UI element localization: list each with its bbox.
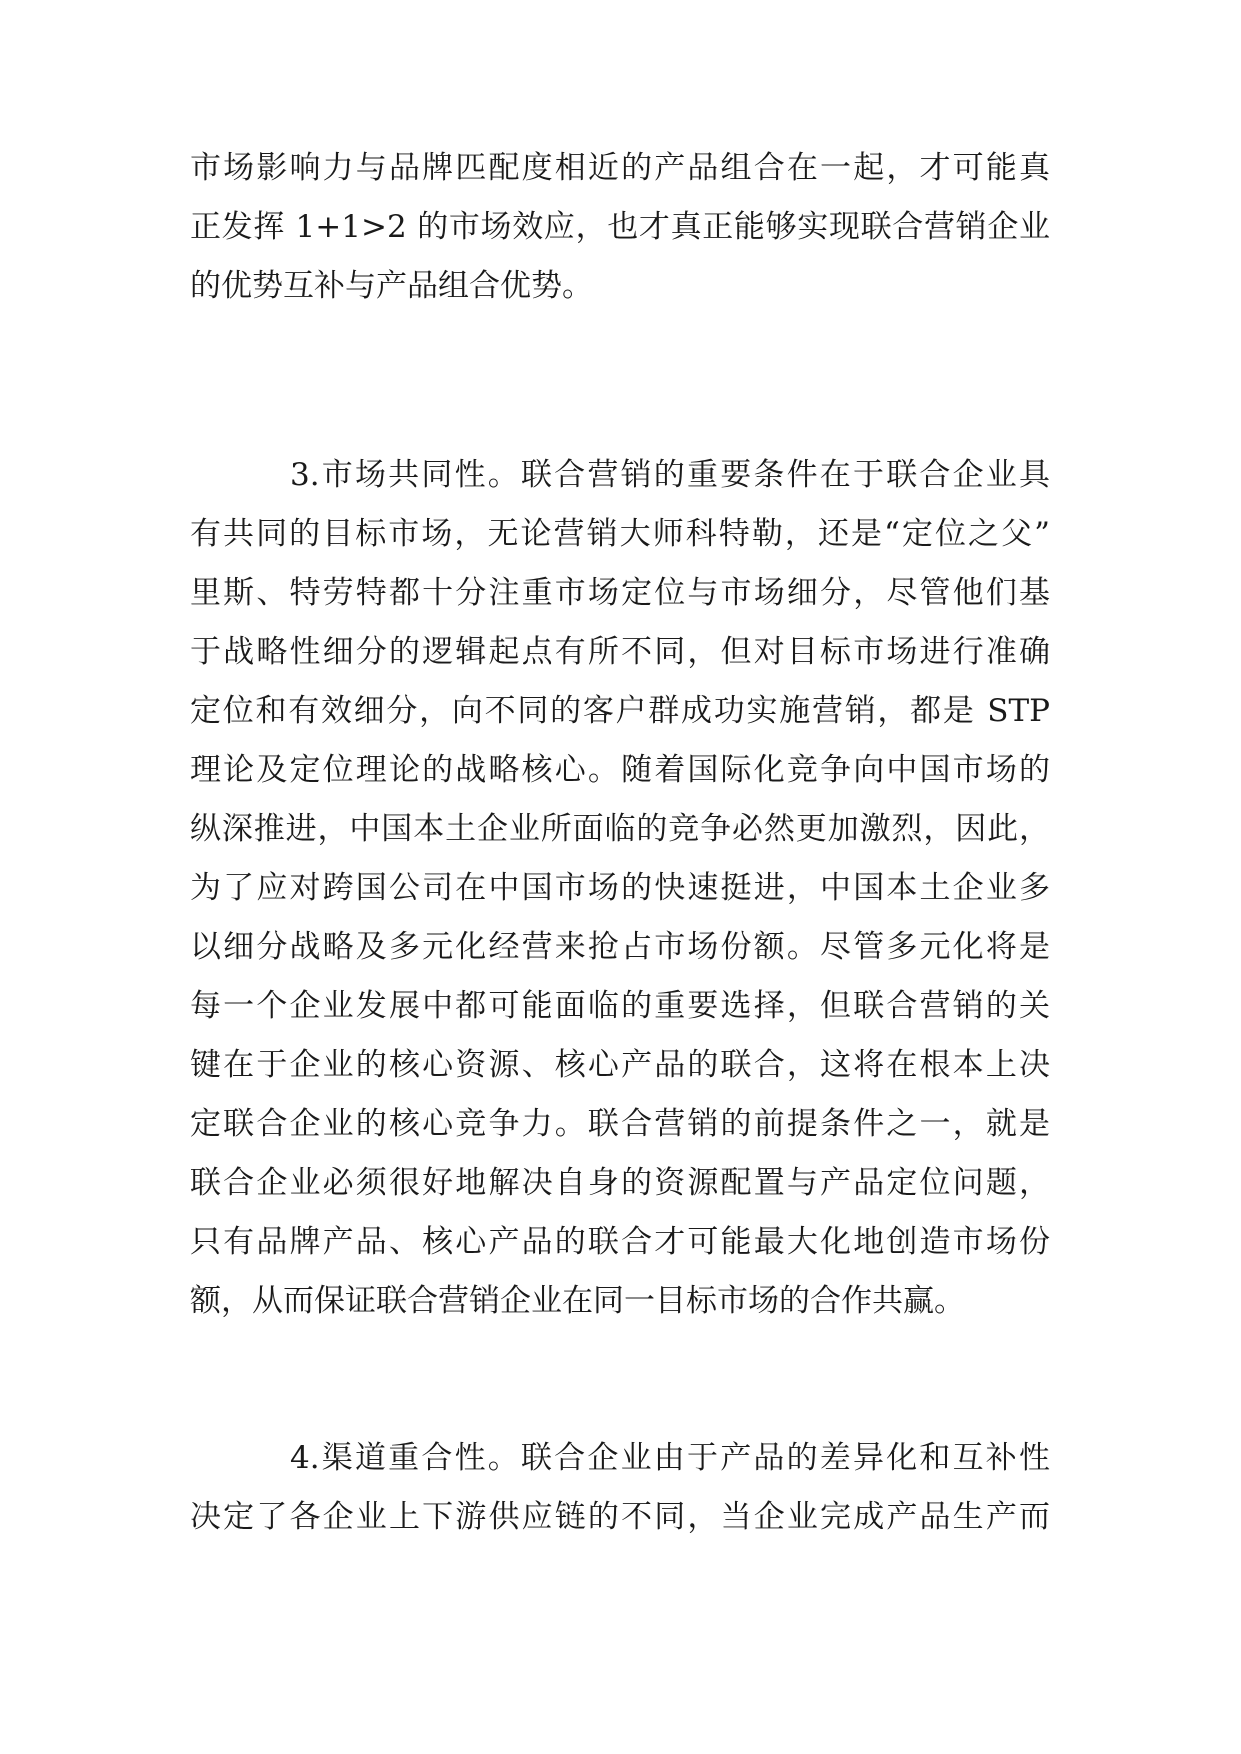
text-line: 每一个企业发展中都可能面临的重要选择，但联合营销的关 — [190, 988, 1050, 1024]
text-line: 于战略性细分的逻辑起点有所不同，但对目标市场进行准确 — [190, 634, 1050, 670]
paragraph-2 — [190, 446, 1050, 1331]
text-line: 定位和有效细分，向不同的客户群成功实施营销，都是 STP — [190, 693, 1050, 729]
text-line: 纵深推进，中国本土企业所面临的竞争必然更加激烈，因此， — [190, 811, 1050, 847]
text-line: 只有品牌产品、核心产品的联合才可能最大化地创造市场份 — [190, 1224, 1050, 1260]
paragraph-3 — [190, 1429, 1050, 1547]
text-line: 额，从而保证联合营销企业在同一目标市场的合作共赢。 — [190, 1283, 965, 1319]
text-line: 以细分战略及多元化经营来抢占市场份额。尽管多元化将是 — [190, 929, 1050, 965]
text-line: 为了应对跨国公司在中国市场的快速挺进，中国本土企业多 — [190, 870, 1050, 906]
text-line: 键在于企业的核心资源、核心产品的联合，这将在根本上决 — [190, 1047, 1050, 1083]
text-line: 正发挥 1+1>2 的市场效应，也才真正能够实现联合营销企业 — [190, 209, 1050, 245]
text-line: 里斯、特劳特都十分注重市场定位与市场细分，尽管他们基 — [190, 575, 1050, 611]
text-line: 理论及定位理论的战略核心。随着国际化竞争向中国市场的 — [190, 752, 1050, 788]
text-line: 的优势互补与产品组合优势。 — [190, 268, 593, 304]
text-line: 联合企业必须很好地解决自身的资源配置与产品定位问题， — [190, 1165, 1050, 1201]
text-line: 定联合企业的核心竞争力。联合营销的前提条件之一，就是 — [190, 1106, 1050, 1142]
text-line: 决定了各企业上下游供应链的不同，当企业完成产品生产而 — [190, 1499, 1050, 1535]
text-line: 有共同的目标市场，无论营销大师科特勒，还是“定位之父” — [190, 516, 1050, 552]
text-line: 4.渠道重合性。联合企业由于产品的差异化和互补性 — [290, 1440, 1050, 1476]
text-line: 市场影响力与品牌匹配度相近的产品组合在一起，才可能真 — [190, 150, 1050, 186]
text-line: 3.市场共同性。联合营销的重要条件在于联合企业具 — [290, 457, 1050, 493]
paragraph-1 — [190, 139, 1050, 316]
